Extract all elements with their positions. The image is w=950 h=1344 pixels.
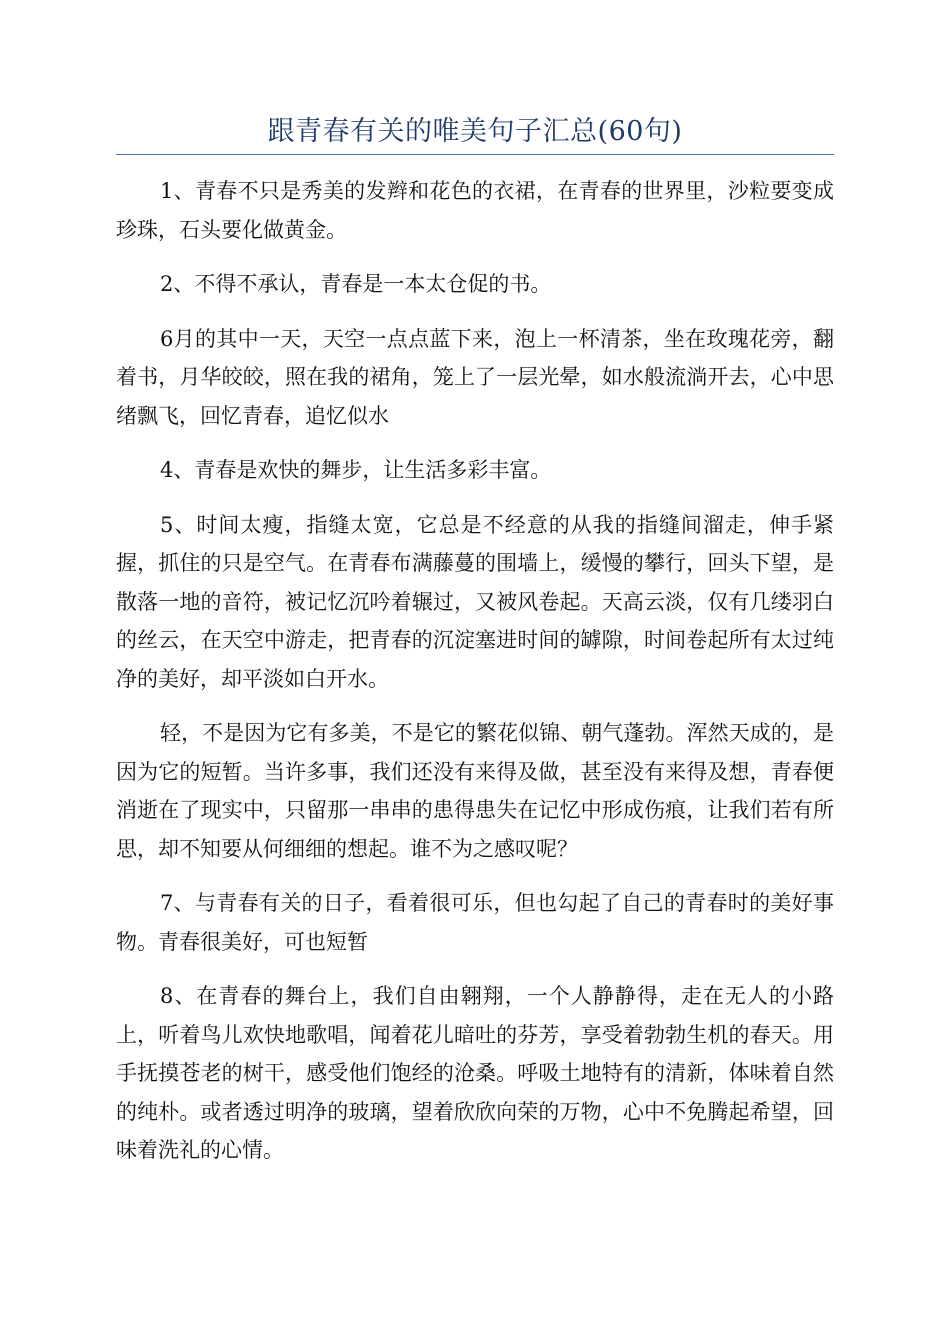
document-title: 跟青春有关的唯美句子汇总(60句) bbox=[267, 116, 683, 147]
paragraph: 7、与青春有关的日子，看着很可乐，但也勾起了自己的青春时的美好事物。青春很美好，可也短暂 bbox=[116, 891, 834, 954]
paragraph: 轻，不是因为它有多美，不是它的繁花似锦、朝气蓬勃。浑然天成的，是因为它的短暂。当许多事，我们还没有来得及做，甚至没有来得及想，青春便消逝在了现实中，只留那一串串的患得患失在记忆中形成伤痕，让我们若有所思，却不知要从何细细的想起。谁不为之感叹呢？ bbox=[116, 721, 834, 861]
paragraph: 4、青春是欢快的舞步，让生活多彩丰富。 bbox=[160, 458, 552, 482]
title-underline bbox=[116, 154, 834, 155]
paragraph: 1、青春不只是秀美的发辫和花色的衣裙，在青春的世界里，沙粒要变成珍珠，石头要化做黄金。 bbox=[116, 179, 834, 242]
document-body bbox=[116, 172, 834, 1186]
paragraph: 8、在青春的舞台上，我们自由翱翔，一个人静静得，走在无人的小路上，听着鸟儿欢快地歌唱，闻着花儿暗吐的芬芳，享受着勃勃生机的春天。用手抚摸苍老的树干，感受他们饱经的沧桑。呼吸土地特有的清新，体味着自然的纯朴。或者透过明净的玻璃，望着欣欣向荣的万物，心中不免腾起希望，回味着洗礼的心情。 bbox=[116, 984, 834, 1162]
paragraph: 2、不得不承认，青春是一本太仓促的书。 bbox=[160, 272, 552, 296]
paragraph: 6月的其中一天，天空一点点蓝下来，泡上一杯清茶，坐在玫瑰花旁，翻着书，月华皎皎，照在我的裙角，笼上了一层光晕，如水般流淌开去，心中思绪飘飞，回忆青春，追忆似水 bbox=[116, 326, 834, 428]
paragraph: 5、时间太瘦，指缝太宽，它总是不经意的从我的指缝间溜走，伸手紧握，抓住的只是空气。在青春布满藤蔓的围墙上，缓慢的攀行，回头下望，是散落一地的音符，被记忆沉吟着辗过，又被风卷起。天高云淡，仅有几缕羽白的丝云，在天空中游走，把青春的沉淀塞进时间的罅隙，时间卷起所有太过纯净的美好，却平淡如白开水。 bbox=[116, 512, 834, 691]
